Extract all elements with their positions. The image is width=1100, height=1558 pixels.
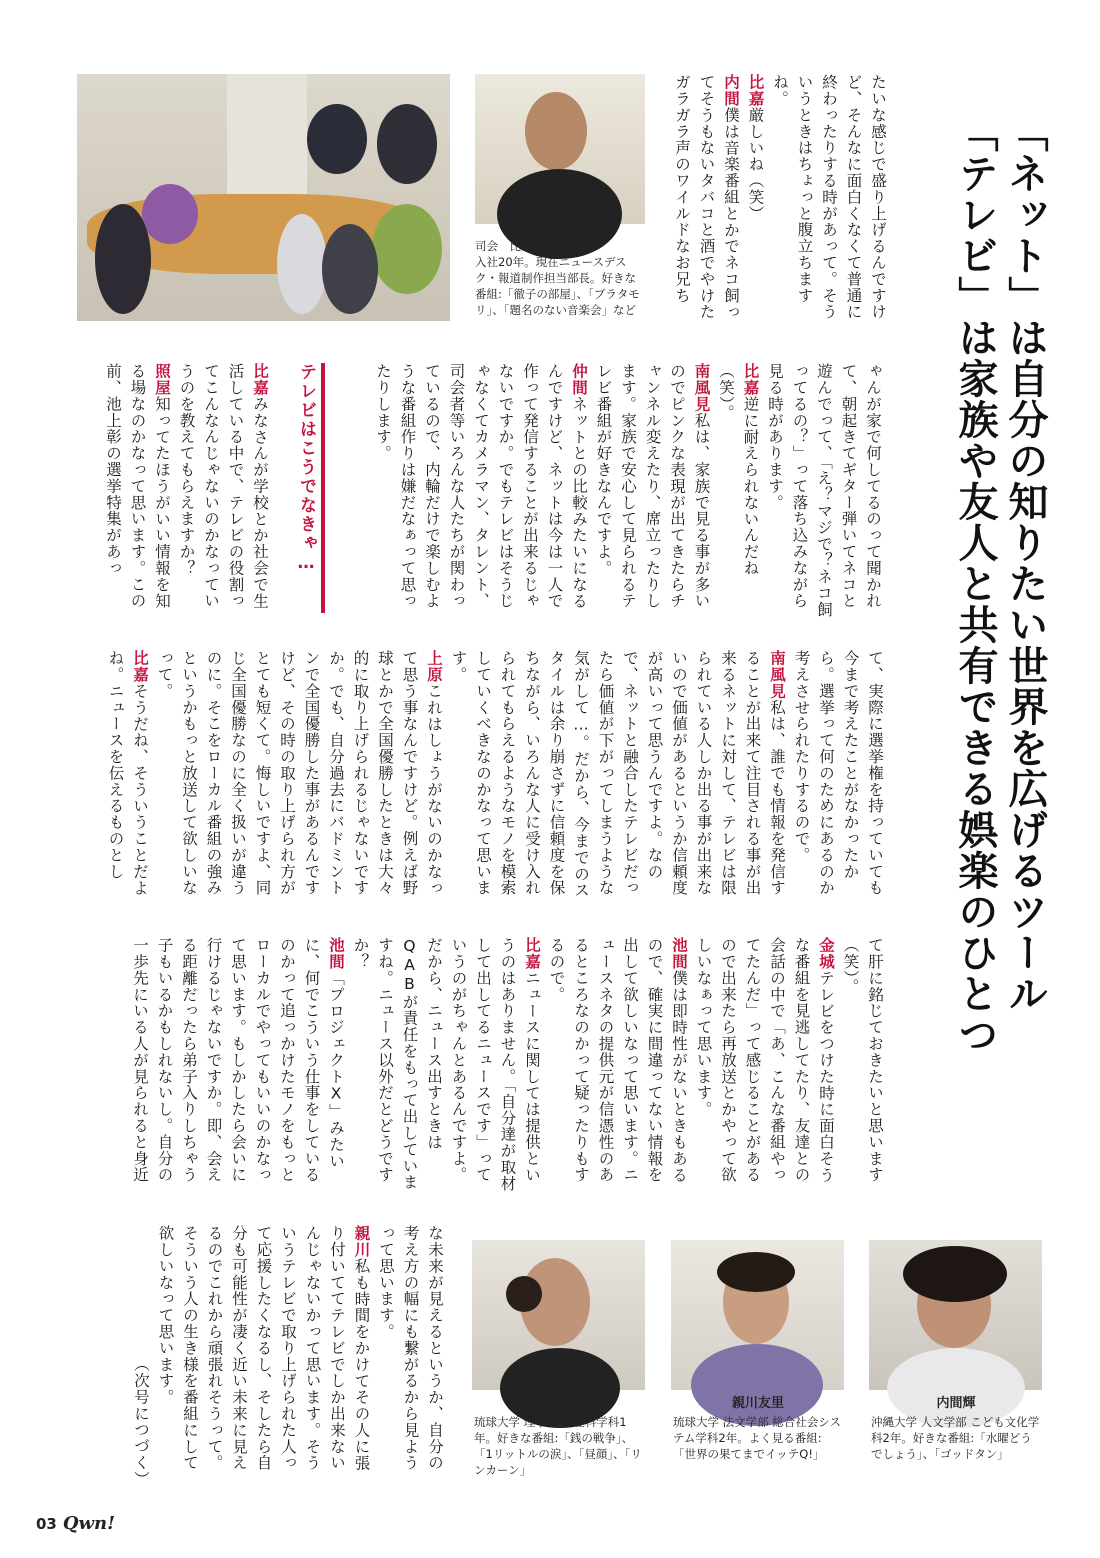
- page-footer: [36, 1513, 115, 1534]
- paragraph: 南風見私は、家族で見る事が多いのでピンクな表現が出てきたらチャンネル変えたり、席立ったりします。家族で安心して見られるテレビ番組が好きなんですよ。: [594, 363, 711, 610]
- paragraph: 比嘉そうだね、そういうことだよね。ニュースを伝えるものとし: [106, 650, 149, 897]
- speaker-label: 比嘉: [131, 650, 149, 683]
- magazine-logo: Qwn!: [62, 1513, 116, 1534]
- host-caption-desc: 入社20年。現在ニュースデスク・報道制作担当部長。好きな番組:「徹子の部屋」、「ブラタモリ」、「題名のない音楽会」など: [475, 255, 640, 317]
- paragraph: 内間僕は音楽番組とかでネコ飼ってそうもないタバコと酒でやけたガラガラ声のワイルドなお兄ち: [673, 74, 740, 321]
- paragraph: ゃんが家で何してるのって聞かれて、朝起きてギター弾いてネコと遊んでって、「え？マジで？ネコ飼ってるの？」って落ち込みながら見る時があります。: [766, 363, 882, 618]
- page-number: 03: [36, 1515, 57, 1533]
- body-column-2: [335, 363, 885, 625]
- body-column-6: [77, 1225, 447, 1487]
- uehara-desc: 琉球大学 理学部 数理科学科1年。好きな番組:「銭の戦争」、「1リットルの涙」、「昼顔」、「リンカーン」: [474, 1415, 642, 1477]
- paragraph: て肝に銘じておきたいと思います（笑）。: [841, 937, 884, 1183]
- host-photo: [475, 74, 645, 224]
- paragraph: 比嘉逆に耐えられないんだね（笑）。: [717, 363, 760, 577]
- speaker-label: 比嘉: [746, 74, 765, 107]
- oyakawa-name: 親川友里: [731, 1396, 784, 1411]
- uchima-name: 内間輝: [936, 1396, 976, 1411]
- speaker-label: 池間: [327, 937, 345, 970]
- speaker-label: 比嘉: [741, 363, 760, 396]
- paragraph: な未来が見えるというか、自分の考え方の幅にも繋がるから見ようって思います。: [377, 1225, 444, 1471]
- speaker-label: 仲間: [570, 363, 588, 396]
- headline-line-1: 「ネット」は自分の知りたい世界を広げるツール: [1002, 112, 1048, 1014]
- uehara-portrait-photo: [472, 1240, 645, 1390]
- to-be-continued: （次号につづく）: [132, 1355, 150, 1487]
- body-column-1: [673, 74, 890, 336]
- host-caption-name: 司会 比嘉雅人: [475, 239, 556, 253]
- paragraph: 池間「プロジェクトX」みたいに、何でこういう仕事をしているのかって追っかけたモノをもっとローカルでやってもいいのかなって思います。もしかしたら会いに行けるじゃないですか。即、会える距離だったら弟子入りしちゃう子もいるかもしれないし。自分の一歩先にいる人が見られると身近: [131, 937, 345, 1183]
- paragraph: 上原これはしょうがないのかなって思う事なんですけど。例えば野球とかで全国優勝したときは大々的に取り上げられるじゃないですか。でも、自分過去にバドミントンで全国優勝した事があるんですけど、その時の取り上げられ方がとても短くて。悔しいですよ、同じ全国優勝なのに全く扱いが違うのに。そこをローカル番組の強みというかもっと放送して欲しいなって。: [155, 650, 443, 897]
- host-caption: [475, 238, 647, 318]
- headline: [950, 112, 1050, 1132]
- group-discussion-photo: [77, 74, 450, 321]
- uchima-desc: 沖縄大学 人文学部 こども文化学科2年。好きな番組:「水曜どうでしょう」、「ゴッドタン」: [871, 1415, 1040, 1461]
- speaker-label: 比嘉: [523, 937, 541, 970]
- paragraph: 比嘉ニュースに関しては提供というのはありません。「自分達が取材して出してるニュースです」っていうのがちゃんとあるんですよ。だから、ニュース出すときはQABが責任をもって出していますね。ニュース以外だとどうですか？: [351, 937, 541, 1192]
- speaker-label: 内間: [722, 74, 740, 107]
- speaker-label: 南風見: [768, 650, 786, 700]
- uehara-caption: [474, 1396, 644, 1478]
- paragraph: 比嘉厳しいね（笑）: [746, 74, 765, 222]
- section-heading: テレビはこうでなきゃ…: [283, 363, 325, 613]
- uchima-caption: [871, 1396, 1041, 1462]
- speaker-label: 上原: [425, 650, 443, 683]
- paragraph: 比嘉みなさんが学校とか社会で生活している中で、テレビの役割ってこんなんじゃないのかなっていうのを教えてもらえますか？: [177, 363, 269, 610]
- oyakawa-desc: 琉球大学 法文学部 総合社会システム学科2年。よく見る番組:「世界の果てまでイッテQ!」: [673, 1415, 841, 1461]
- uchima-portrait-photo: [869, 1240, 1042, 1390]
- paragraph: たいな感じで盛り上げるんですけど、そんなに面白くなくて普通に終わったりする時があって。そういうときはちょっと腹立ちますね。: [771, 74, 887, 320]
- paragraph: 照屋知ってたほうがいい情報を知る場なのかなって思います。この前、池上彰の選挙特集があっ: [104, 363, 171, 610]
- headline-line-2: 「テレビ」は家族や友人と共有できる娯楽のひとつ: [952, 112, 998, 1055]
- speaker-label: 照屋: [153, 363, 171, 396]
- paragraph: 親川私も時間をかけてその人に張り付いててテレビでしか出来ないんじゃないかって思います。そういうテレビで取り上げられた人って応援したくなるし、そしたら自分も可能性が凄く近い未来に見えるのでこれから頑張れそうって。そういう人の生き様を番組にして欲しいなって思います。: [156, 1225, 371, 1472]
- body-column-5: [77, 937, 887, 1199]
- paragraph: 池間僕は即時性がないときもあるので、確実に間違ってない情報を出して欲しいなって思います。ニュースネタの提供元が信憑性のあるところなのかって疑ったりもするので。: [547, 937, 688, 1184]
- speaker-label: 南風見: [692, 363, 711, 413]
- paragraph: て、実際に選挙権を持っていても今まで考えたことがなかったから。選挙って何のためにあるのか考えさせられたりするので。: [792, 650, 884, 896]
- speaker-label: 池間: [670, 937, 688, 970]
- uehara-name: 上原仁維斗: [526, 1396, 592, 1411]
- oyakawa-caption: [673, 1396, 843, 1462]
- paragraph: 金城テレビをつけた時に面白そうな番組を見逃してたり、友達との会話の中で「あ、こんな番組やってたんだ」って感じることがあるので出来たら再放送とかやって欲しいなぁって思います。: [694, 937, 835, 1184]
- body-column-3: [77, 363, 272, 625]
- speaker-label: 金城: [817, 937, 835, 970]
- speaker-label: 比嘉: [251, 363, 269, 396]
- speaker-label: 親川: [352, 1225, 371, 1258]
- paragraph: 仲間ネットとの比較みたいになるんですけど、ネットは今は一人で作って発信することが出来るじゃないですか。でもテレビはそうじゃなくてカメラマン、タレント、司会者等いろんな人たちが関わっているので、内輪だけで楽しむような番組作りは嫌だなぁって思ったりします。: [374, 363, 588, 610]
- paragraph: 南風見私は、誰でも情報を発信することが出来て注目される事が出来るネットに対して、テレビは限られている人しか出る事が出来ないので価値があるというか信頼度が高いって思うんですよ。なので、ネットと融合したテレビだったら価値が下がってしまうような気がして…。だから、今までのスタイルは余り崩さずに信頼度を保ちながら、いろんな人に受け入れられてもらえるようなモノを模索していくべきなのかなって思います。: [449, 650, 786, 899]
- body-column-4: [77, 650, 887, 912]
- oyakawa-portrait-photo: [671, 1240, 844, 1390]
